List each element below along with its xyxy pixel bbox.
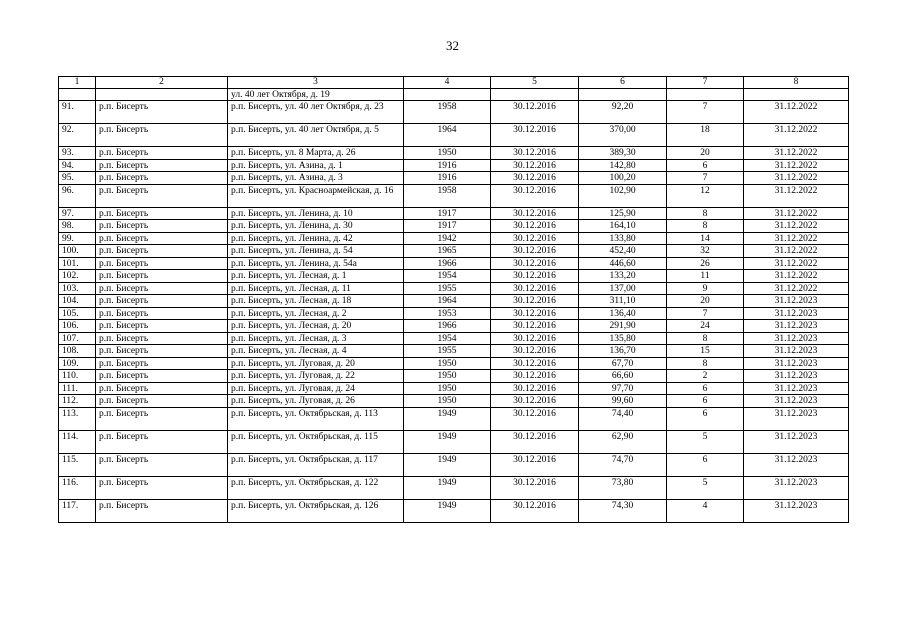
settlement: р.п. Бисерть (96, 257, 228, 270)
address: р.п. Бисерть, ул. 8 Марта, д. 26 (228, 147, 404, 160)
apartments-count: 6 (667, 395, 744, 408)
settlement: р.п. Бисерть (96, 320, 228, 333)
year-built: 1954 (404, 332, 491, 345)
apartments-count: 18 (667, 124, 744, 147)
area: 291,90 (579, 320, 667, 333)
table-row (59, 101, 849, 124)
year-built: 1949 (404, 476, 491, 499)
planned-date: 31.12.2022 (744, 232, 849, 245)
area: 136,40 (579, 307, 667, 320)
settlement: р.п. Бисерть (96, 124, 228, 147)
address: р.п. Бисерть, ул. Ленина, д. 54а (228, 257, 404, 270)
planned-date: 31.12.2022 (744, 245, 849, 258)
planned-date: 31.12.2023 (744, 476, 849, 499)
inclusion-date: 30.12.2016 (491, 453, 579, 476)
address: р.п. Бисерть, ул. Лесная, д. 3 (228, 332, 404, 345)
table-row (59, 320, 849, 333)
column-header: 5 (491, 77, 579, 89)
address: р.п. Бисерть, ул. Луговая, д. 22 (228, 370, 404, 383)
planned-date: 31.12.2022 (744, 159, 849, 172)
apartments-count: 11 (667, 270, 744, 283)
row-number: 96. (59, 184, 96, 207)
year-built: 1917 (404, 207, 491, 220)
year-built: 1958 (404, 101, 491, 124)
apartments-count: 6 (667, 407, 744, 430)
year-built: 1949 (404, 430, 491, 453)
settlement: р.п. Бисерть (96, 395, 228, 408)
planned-date: 31.12.2023 (744, 332, 849, 345)
address: р.п. Бисерть, ул. Октябрьская, д. 117 (228, 453, 404, 476)
row-number: 101. (59, 257, 96, 270)
row-number: 102. (59, 270, 96, 283)
row-number: 106. (59, 320, 96, 333)
row-number: 108. (59, 345, 96, 358)
apartments-count: 14 (667, 232, 744, 245)
table-row (59, 147, 849, 160)
inclusion-date: 30.12.2016 (491, 476, 579, 499)
continuation-row (59, 88, 849, 101)
settlement: р.п. Бисерть (96, 382, 228, 395)
row-number: 112. (59, 395, 96, 408)
settlement: р.п. Бисерть (96, 270, 228, 283)
year-built: 1950 (404, 382, 491, 395)
area: 136,70 (579, 345, 667, 358)
table-row (59, 370, 849, 383)
year-built: 1950 (404, 357, 491, 370)
row-number: 104. (59, 295, 96, 308)
apartments-count: 7 (667, 307, 744, 320)
year-built: 1917 (404, 220, 491, 233)
planned-date: 31.12.2022 (744, 257, 849, 270)
address: р.п. Бисерть, ул. 40 лет Октября, д. 5 (228, 124, 404, 147)
settlement: р.п. Бисерть (96, 307, 228, 320)
address: р.п. Бисерть, ул. Азина, д. 1 (228, 159, 404, 172)
settlement: р.п. Бисерть (96, 282, 228, 295)
table-row (59, 430, 849, 453)
housing-register-table (58, 76, 849, 523)
settlement: р.п. Бисерть (96, 159, 228, 172)
table-row (59, 207, 849, 220)
table-row (59, 407, 849, 430)
inclusion-date: 30.12.2016 (491, 332, 579, 345)
area: 74,40 (579, 407, 667, 430)
apartments-count: 2 (667, 370, 744, 383)
settlement: р.п. Бисерть (96, 207, 228, 220)
area: 452,40 (579, 245, 667, 258)
planned-date: 31.12.2022 (744, 220, 849, 233)
year-built: 1966 (404, 320, 491, 333)
inclusion-date: 30.12.2016 (491, 257, 579, 270)
address: р.п. Бисерть, ул. Луговая, д. 20 (228, 357, 404, 370)
inclusion-date: 30.12.2016 (491, 382, 579, 395)
table-row (59, 184, 849, 207)
apartments-count: 6 (667, 453, 744, 476)
apartments-count: 4 (667, 499, 744, 522)
apartments-count: 7 (667, 172, 744, 185)
apartments-count: 20 (667, 295, 744, 308)
planned-date: 31.12.2023 (744, 453, 849, 476)
planned-date: 31.12.2022 (744, 270, 849, 283)
planned-date: 31.12.2022 (744, 172, 849, 185)
row-number: 99. (59, 232, 96, 245)
table-row (59, 295, 849, 308)
table-row (59, 476, 849, 499)
settlement: р.п. Бисерть (96, 172, 228, 185)
table-row (59, 332, 849, 345)
planned-date: 31.12.2022 (744, 207, 849, 220)
column-header: 2 (96, 77, 228, 89)
year-built: 1964 (404, 295, 491, 308)
settlement: р.п. Бисерть (96, 332, 228, 345)
address: р.п. Бисерть, ул. Азина, д. 3 (228, 172, 404, 185)
area: 74,30 (579, 499, 667, 522)
settlement: р.п. Бисерть (96, 357, 228, 370)
address: р.п. Бисерть, ул. Ленина, д. 42 (228, 232, 404, 245)
row-number: 98. (59, 220, 96, 233)
address: р.п. Бисерть, ул. Октябрьская, д. 113 (228, 407, 404, 430)
row-number: 113. (59, 407, 96, 430)
area: 92,20 (579, 101, 667, 124)
inclusion-date: 30.12.2016 (491, 307, 579, 320)
apartments-count: 20 (667, 147, 744, 160)
address: р.п. Бисерть, ул. Октябрьская, д. 122 (228, 476, 404, 499)
address: р.п. Бисерть, ул. Лесная, д. 2 (228, 307, 404, 320)
table-row (59, 220, 849, 233)
column-header: 6 (579, 77, 667, 89)
inclusion-date: 30.12.2016 (491, 430, 579, 453)
year-built: 1955 (404, 345, 491, 358)
area: 142,80 (579, 159, 667, 172)
table-row (59, 357, 849, 370)
planned-date: 31.12.2023 (744, 382, 849, 395)
column-header: 1 (59, 77, 96, 89)
apartments-count: 8 (667, 357, 744, 370)
year-built: 1965 (404, 245, 491, 258)
column-header: 8 (744, 77, 849, 89)
row-number: 105. (59, 307, 96, 320)
settlement: р.п. Бисерть (96, 453, 228, 476)
planned-date: 31.12.2022 (744, 184, 849, 207)
planned-date: 31.12.2023 (744, 395, 849, 408)
planned-date: 31.12.2023 (744, 320, 849, 333)
settlement: р.п. Бисерть (96, 345, 228, 358)
address: р.п. Бисерть, ул. Лесная, д. 11 (228, 282, 404, 295)
settlement: р.п. Бисерть (96, 245, 228, 258)
table-row (59, 270, 849, 283)
settlement: р.п. Бисерть (96, 430, 228, 453)
year-built: 1950 (404, 370, 491, 383)
table-row (59, 245, 849, 258)
column-header: 4 (404, 77, 491, 89)
row-number: 117. (59, 499, 96, 522)
row-number: 116. (59, 476, 96, 499)
row-number: 97. (59, 207, 96, 220)
table-row (59, 124, 849, 147)
inclusion-date: 30.12.2016 (491, 207, 579, 220)
address: р.п. Бисерть, ул. Луговая, д. 24 (228, 382, 404, 395)
table-row (59, 159, 849, 172)
row-number: 115. (59, 453, 96, 476)
inclusion-date: 30.12.2016 (491, 232, 579, 245)
inclusion-date: 30.12.2016 (491, 184, 579, 207)
area: 133,20 (579, 270, 667, 283)
address: р.п. Бисерть, ул. Луговая, д. 26 (228, 395, 404, 408)
apartments-count: 8 (667, 220, 744, 233)
planned-date: 31.12.2023 (744, 345, 849, 358)
settlement: р.п. Бисерть (96, 147, 228, 160)
row-number: 94. (59, 159, 96, 172)
inclusion-date: 30.12.2016 (491, 245, 579, 258)
area: 66,60 (579, 370, 667, 383)
inclusion-date: 30.12.2016 (491, 282, 579, 295)
settlement: р.п. Бисерть (96, 407, 228, 430)
settlement: р.п. Бисерть (96, 476, 228, 499)
planned-date: 31.12.2023 (744, 295, 849, 308)
area: 73,80 (579, 476, 667, 499)
table-row (59, 282, 849, 295)
address: р.п. Бисерть, ул. Ленина, д. 30 (228, 220, 404, 233)
inclusion-date: 30.12.2016 (491, 220, 579, 233)
year-built: 1942 (404, 232, 491, 245)
area: 100,20 (579, 172, 667, 185)
area: 74,70 (579, 453, 667, 476)
row-number: 92. (59, 124, 96, 147)
area: 125,90 (579, 207, 667, 220)
year-built: 1950 (404, 395, 491, 408)
year-built: 1966 (404, 257, 491, 270)
settlement: р.п. Бисерть (96, 499, 228, 522)
settlement: р.п. Бисерть (96, 370, 228, 383)
settlement: р.п. Бисерть (96, 232, 228, 245)
year-built: 1916 (404, 159, 491, 172)
planned-date: 31.12.2022 (744, 282, 849, 295)
page-number: 32 (446, 38, 459, 53)
area: 137,00 (579, 282, 667, 295)
planned-date: 31.12.2023 (744, 499, 849, 522)
table-row (59, 382, 849, 395)
row-number: 107. (59, 332, 96, 345)
planned-date: 31.12.2023 (744, 407, 849, 430)
table-row (59, 257, 849, 270)
inclusion-date: 30.12.2016 (491, 499, 579, 522)
planned-date: 31.12.2023 (744, 357, 849, 370)
row-number: 93. (59, 147, 96, 160)
row-number: 111. (59, 382, 96, 395)
year-built: 1958 (404, 184, 491, 207)
area: 311,10 (579, 295, 667, 308)
address: р.п. Бисерть, ул. Ленина, д. 10 (228, 207, 404, 220)
row-number: 103. (59, 282, 96, 295)
settlement: р.п. Бисерть (96, 220, 228, 233)
row-number: 91. (59, 101, 96, 124)
inclusion-date: 30.12.2016 (491, 101, 579, 124)
apartments-count: 8 (667, 332, 744, 345)
address: р.п. Бисерть, ул. Красноармейская, д. 16 (228, 184, 404, 207)
row-number: 109. (59, 357, 96, 370)
area: 135,80 (579, 332, 667, 345)
planned-date: 31.12.2022 (744, 124, 849, 147)
year-built: 1916 (404, 172, 491, 185)
address: р.п. Бисерть, ул. 40 лет Октября, д. 23 (228, 101, 404, 124)
year-built: 1964 (404, 124, 491, 147)
apartments-count: 9 (667, 282, 744, 295)
apartments-count: 7 (667, 101, 744, 124)
inclusion-date: 30.12.2016 (491, 357, 579, 370)
address: р.п. Бисерть, ул. Лесная, д. 18 (228, 295, 404, 308)
apartments-count: 5 (667, 430, 744, 453)
row-number: 114. (59, 430, 96, 453)
year-built: 1955 (404, 282, 491, 295)
planned-date: 31.12.2022 (744, 101, 849, 124)
area: 164,10 (579, 220, 667, 233)
apartments-count: 32 (667, 245, 744, 258)
settlement: р.п. Бисерть (96, 101, 228, 124)
planned-date: 31.12.2023 (744, 430, 849, 453)
area: 102,90 (579, 184, 667, 207)
inclusion-date: 30.12.2016 (491, 395, 579, 408)
table-row (59, 345, 849, 358)
area: 389,30 (579, 147, 667, 160)
inclusion-date: 30.12.2016 (491, 295, 579, 308)
inclusion-date: 30.12.2016 (491, 407, 579, 430)
column-header: 7 (667, 77, 744, 89)
settlement: р.п. Бисерть (96, 295, 228, 308)
address-continuation: ул. 40 лет Октября, д. 19 (228, 88, 404, 101)
planned-date: 31.12.2023 (744, 370, 849, 383)
row-number: 100. (59, 245, 96, 258)
header-row (59, 77, 849, 89)
apartments-count: 12 (667, 184, 744, 207)
address: р.п. Бисерть, ул. Октябрьская, д. 115 (228, 430, 404, 453)
address: р.п. Бисерть, ул. Лесная, д. 4 (228, 345, 404, 358)
apartments-count: 26 (667, 257, 744, 270)
address: р.п. Бисерть, ул. Лесная, д. 1 (228, 270, 404, 283)
year-built: 1949 (404, 453, 491, 476)
table-row (59, 395, 849, 408)
inclusion-date: 30.12.2016 (491, 270, 579, 283)
table-row (59, 232, 849, 245)
year-built: 1953 (404, 307, 491, 320)
table-row (59, 307, 849, 320)
inclusion-date: 30.12.2016 (491, 124, 579, 147)
row-number: 95. (59, 172, 96, 185)
apartments-count: 15 (667, 345, 744, 358)
table-row (59, 172, 849, 185)
planned-date: 31.12.2022 (744, 147, 849, 160)
inclusion-date: 30.12.2016 (491, 345, 579, 358)
apartments-count: 6 (667, 159, 744, 172)
settlement: р.п. Бисерть (96, 184, 228, 207)
inclusion-date: 30.12.2016 (491, 320, 579, 333)
inclusion-date: 30.12.2016 (491, 159, 579, 172)
area: 370,00 (579, 124, 667, 147)
address: р.п. Бисерть, ул. Ленина, д. 54 (228, 245, 404, 258)
area: 67,70 (579, 357, 667, 370)
column-header: 3 (228, 77, 404, 89)
inclusion-date: 30.12.2016 (491, 172, 579, 185)
area: 133,80 (579, 232, 667, 245)
area: 97,70 (579, 382, 667, 395)
inclusion-date: 30.12.2016 (491, 370, 579, 383)
area: 62,90 (579, 430, 667, 453)
apartments-count: 24 (667, 320, 744, 333)
year-built: 1949 (404, 499, 491, 522)
area: 99,60 (579, 395, 667, 408)
table-row (59, 499, 849, 522)
apartments-count: 6 (667, 382, 744, 395)
area: 446,60 (579, 257, 667, 270)
address: р.п. Бисерть, ул. Лесная, д. 20 (228, 320, 404, 333)
year-built: 1950 (404, 147, 491, 160)
year-built: 1949 (404, 407, 491, 430)
inclusion-date: 30.12.2016 (491, 147, 579, 160)
address: р.п. Бисерть, ул. Октябрьская, д. 126 (228, 499, 404, 522)
apartments-count: 5 (667, 476, 744, 499)
table-row (59, 453, 849, 476)
row-number: 110. (59, 370, 96, 383)
planned-date: 31.12.2023 (744, 307, 849, 320)
year-built: 1954 (404, 270, 491, 283)
apartments-count: 8 (667, 207, 744, 220)
